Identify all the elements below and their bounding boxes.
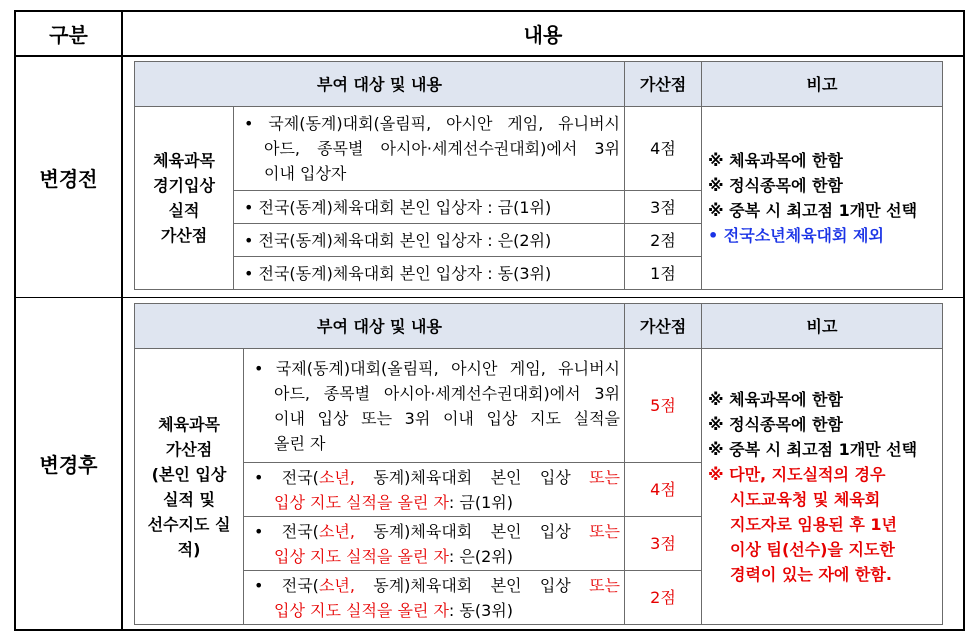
- before-item-international: • 국제(동계)대회(올림픽, 아시안 게임, 유니버시 아드, 종목별 아시아·세계선수권대회)에서 3위 이내 입상자: [234, 107, 625, 191]
- after-points-2: 4점: [625, 463, 702, 517]
- before-table: [134, 61, 943, 290]
- header-divider: [14, 55, 965, 57]
- before-label: 변경전: [39, 166, 98, 191]
- after-notes: ※ 체육과목에 한함 ※ 정식종목에 한함 ※ 중복 시 최고점 1개만 선택 ※ 다만, 지도실적의 경우 시도교육청 및 체육회 지도자로 임용된 후 1년 이상 팀(선수)을 지도한 경력이 있는 자에 한함.: [702, 349, 943, 625]
- after-item-silver: • 전국(소년, 동계)체육대회 본인 입상 또는 입상 지도 실적을 올린 자: 은(2위): [244, 517, 625, 571]
- after-points-4: 2점: [625, 571, 702, 625]
- header-content: 내용: [523, 23, 563, 47]
- after-item-gold: • 전국(소년, 동계)체육대회 본인 입상 또는 입상 지도 실적을 올린 자: 금(1위): [244, 463, 625, 517]
- before-points-3: 2점: [625, 224, 702, 257]
- after-label: 변경후: [39, 453, 98, 477]
- before-head-desc: 부여 대상 및 내용: [135, 62, 625, 107]
- before-points-2: 3점: [625, 191, 702, 224]
- before-notes: ※ 체육과목에 한함 ※ 정식종목에 한함 ※ 중복 시 최고점 1개만 선택 • 전국소년체육대회 제외: [702, 107, 943, 290]
- column-divider: [121, 10, 123, 631]
- after-table: [134, 303, 943, 625]
- after-item-bronze: • 전국(소년, 동계)체육대회 본인 입상 또는 입상 지도 실적을 올린 자: 동(3위): [244, 571, 625, 625]
- before-points-1: 4점: [625, 107, 702, 191]
- before-head-points: 가산점: [625, 62, 702, 107]
- after-head-desc: 부여 대상 및 내용: [135, 304, 625, 349]
- before-head-note: 비고: [702, 62, 943, 107]
- before-item-bronze: • 전국(동계)체육대회 본인 입상자 : 동(3위): [234, 257, 625, 290]
- header-category: 구분: [49, 23, 88, 47]
- before-item-silver: • 전국(동계)체육대회 본인 입상자 : 은(2위): [234, 224, 625, 257]
- section-divider: [14, 297, 965, 298]
- before-points-4: 1점: [625, 257, 702, 290]
- after-points-3: 3점: [625, 517, 702, 571]
- after-points-1: 5점: [625, 349, 702, 463]
- after-category: 체육과목 가산점 (본인 입상 실적 및 선수지도 실 적): [135, 349, 244, 625]
- after-item-international: • 국제(동계)대회(올림픽, 아시안 게임, 유니버시 아드, 종목별 아시아·세계선수권대회)에서 3위 이내 입상 또는 3위 이내 입상 지도 실적을 올린 자: [244, 349, 625, 463]
- after-head-points: 가산점: [625, 304, 702, 349]
- after-head-note: 비고: [702, 304, 943, 349]
- before-category: 체육과목 경기입상 실적 가산점: [135, 107, 234, 290]
- before-item-gold: • 전국(동계)체육대회 본인 입상자 : 금(1위): [234, 191, 625, 224]
